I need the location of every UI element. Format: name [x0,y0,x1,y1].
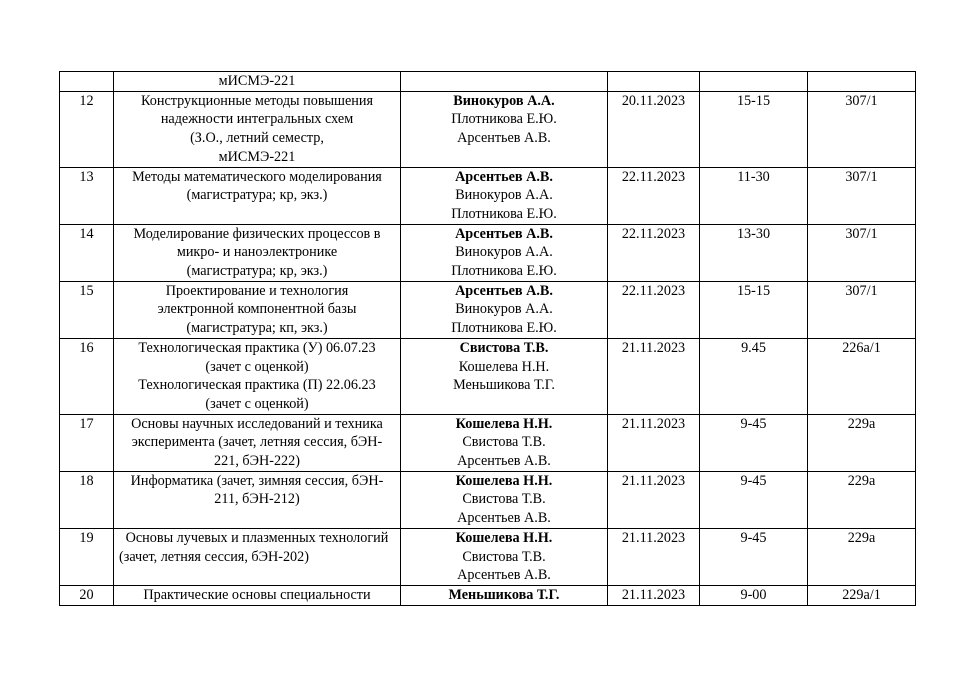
row-number: 18 [60,471,114,528]
examiner: Кошелева Н.Н. [458,358,550,375]
table-row [60,338,916,414]
table-row [60,281,916,338]
examiner: Арсентьев А.В. [457,510,551,527]
staff-cell [401,471,608,528]
subject-line: эксперимента (зачет, летняя сессия, бЭН- [131,434,383,451]
row-number: 15 [60,281,114,338]
examiner: Арсентьев А.В. [457,130,551,147]
room-cell: 229а [808,528,916,585]
examiner: Свистова Т.В. [462,548,546,565]
subject-cell [114,167,401,224]
time-cell: 9-45 [700,471,808,528]
subject-line: (зачет с оценкой) [205,358,309,375]
subject-line: микро- и наноэлектронике [176,244,338,261]
time-cell: 9-45 [700,414,808,471]
subject-line: Технологическая практика (П) 22.06.23 [138,377,376,394]
examiner: Плотникова Е.Ю. [451,320,557,337]
examiner: Плотникова Е.Ю. [451,263,557,280]
subject-line: 221, бЭН-222) [214,453,300,470]
subject-cell [114,338,401,414]
examiner: Винокуров А.А. [455,187,553,204]
table-row [60,528,916,585]
subject-line: мИСМЭ-221 [218,73,296,89]
examiner: Свистова Т.В. [462,491,546,508]
subject-line: мИСМЭ-221 [218,148,296,165]
row-number: 12 [60,91,114,167]
staff-cell [401,281,608,338]
row-number: 17 [60,414,114,471]
date-cell: 20.11.2023 [608,91,700,167]
examiner: Свистова Т.В. [462,434,546,451]
lead-examiner: Арсентьев А.В. [455,282,553,299]
examiner: Арсентьев А.В. [457,453,551,470]
staff-cell [401,91,608,167]
row-number: 16 [60,338,114,414]
examiner: Плотникова Е.Ю. [451,111,557,128]
lead-examiner: Свистова Т.В. [459,339,549,356]
row-number: 14 [60,224,114,281]
subject-line: (З.О., летний семестр, [190,130,324,147]
subject-line: (магистратура; кр, экз.) [186,263,328,280]
subject-cell [114,585,401,605]
room-cell: 229а/1 [808,585,916,605]
time-cell: 13-30 [700,224,808,281]
time-cell: 9-00 [700,585,808,605]
lead-examiner: Кошелева Н.Н. [455,472,553,489]
subject-line: (магистратура; кр, экз.) [186,187,328,204]
date-cell: 22.11.2023 [608,167,700,224]
date-cell: 21.11.2023 [608,585,700,605]
subject-line: (магистратура; кп, экз.) [186,320,328,337]
lead-examiner: Винокуров А.А. [453,92,555,109]
staff-cell [401,414,608,471]
room-cell: 307/1 [808,281,916,338]
room-cell [808,72,916,92]
time-cell [700,72,808,92]
room-cell: 229а [808,414,916,471]
room-cell: 307/1 [808,224,916,281]
lead-examiner: Арсентьев А.В. [455,225,553,242]
subject-line: Проектирование и технология [165,282,349,299]
row-number: 20 [60,585,114,605]
subject-cell [114,72,401,92]
exam-schedule-table [59,71,916,606]
subject-cell [114,91,401,167]
row-number [60,72,114,92]
subject-line: Моделирование физических процессов в [133,225,381,242]
table-row [60,167,916,224]
staff-cell [401,167,608,224]
date-cell [608,72,700,92]
table-row [60,471,916,528]
table-row [60,585,916,605]
time-cell: 15-15 [700,281,808,338]
examiner: Винокуров А.А. [455,244,553,261]
date-cell: 22.11.2023 [608,281,700,338]
date-cell: 21.11.2023 [608,528,700,585]
room-cell: 307/1 [808,167,916,224]
room-cell: 229а [808,471,916,528]
subject-line: Основы научных исследований и техника [131,415,383,432]
examiner: Плотникова Е.Ю. [451,205,557,222]
subject-line: 211, бЭН-212) [214,491,300,508]
table-row [60,224,916,281]
lead-examiner: Кошелева Н.Н. [455,529,553,546]
subject-line: Практические основы специальности [143,586,371,603]
subject-line: надежности интегральных схем [160,111,354,128]
table-row [60,414,916,471]
subject-cell: Основы лучевых и плазменных технологий (зачет, летняя сессия, бЭН-202) [114,528,401,585]
examiner: Арсентьев А.В. [457,567,551,584]
subject-line: (зачет с оценкой) [205,395,309,412]
staff-cell [401,224,608,281]
date-cell: 21.11.2023 [608,414,700,471]
examiner: Меньшикова Т.Г. [453,377,555,394]
date-cell: 21.11.2023 [608,338,700,414]
row-number: 19 [60,528,114,585]
time-cell: 9-45 [700,528,808,585]
staff-cell [401,338,608,414]
subject-line: Технологическая практика (У) 06.07.23 [138,339,376,356]
room-cell: 226а/1 [808,338,916,414]
lead-examiner: Арсентьев А.В. [455,168,553,185]
subject-line: Конструкционные методы повышения [141,92,373,109]
subject-line: электронной компонентной базы [157,301,357,318]
table-row [60,72,916,92]
time-cell: 11-30 [700,167,808,224]
lead-examiner: Кошелева Н.Н. [455,415,553,432]
lead-examiner: Меньшикова Т.Г. [448,586,560,603]
examiner: Винокуров А.А. [455,301,553,318]
subject-line: Методы математического моделирования [132,168,382,185]
subject-cell [114,281,401,338]
row-number: 13 [60,167,114,224]
subject-cell [114,471,401,528]
staff-cell [401,72,608,92]
time-cell: 9.45 [700,338,808,414]
table-row [60,91,916,167]
date-cell: 22.11.2023 [608,224,700,281]
staff-cell [401,528,608,585]
date-cell: 21.11.2023 [608,471,700,528]
staff-cell [401,585,608,605]
time-cell: 15-15 [700,91,808,167]
subject-cell [114,224,401,281]
room-cell: 307/1 [808,91,916,167]
subject-line: Информатика (зачет, зимняя сессия, бЭН- [130,472,384,489]
subject-cell [114,414,401,471]
